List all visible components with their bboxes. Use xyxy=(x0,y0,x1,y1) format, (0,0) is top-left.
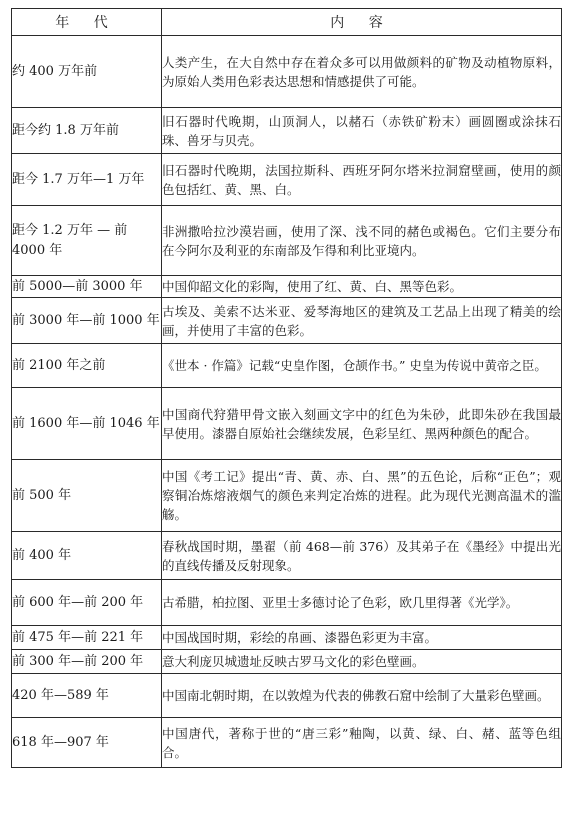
table-row xyxy=(12,298,562,344)
table-row xyxy=(12,206,562,276)
content-cell: 春秋战国时期，墨翟（前 468—前 376）及其弟子在《墨经》中提出光的直线传播及反射现象。 xyxy=(162,532,562,580)
header-content: 内 容 xyxy=(162,9,562,36)
era-cell: 约 400 万年前 xyxy=(12,36,162,108)
table-row xyxy=(12,108,562,154)
content-cell: 中国南北朝时期，在以敦煌为代表的佛教石窟中绘制了大量彩色壁画。 xyxy=(162,674,562,718)
era-cell: 距今 1.2 万年 — 前 4000 年 xyxy=(12,206,162,276)
content-cell: 旧石器时代晚期，法国拉斯科、西班牙阿尔塔米拉洞窟壁画，使用的颜色包括红、黄、黑、白。 xyxy=(162,154,562,206)
header-row xyxy=(12,9,562,36)
era-cell: 前 400 年 xyxy=(12,532,162,580)
table-row xyxy=(12,580,562,626)
table-row xyxy=(12,718,562,768)
content-cell: 中国战国时期，彩绘的帛画、漆器色彩更为丰富。 xyxy=(162,626,562,650)
era-cell: 618 年—907 年 xyxy=(12,718,162,768)
content-cell: 意大利庞贝城遗址反映古罗马文化的彩色壁画。 xyxy=(162,650,562,674)
table-row xyxy=(12,276,562,298)
era-cell: 距今约 1.8 万年前 xyxy=(12,108,162,154)
header-era: 年 代 xyxy=(12,9,162,36)
content-cell: 人类产生，在大自然中存在着众多可以用做颜料的矿物及动植物原料，为原始人类用色彩表达思想和情感提供了可能。 xyxy=(162,36,562,108)
era-cell: 前 1600 年—前 1046 年 xyxy=(12,388,162,460)
table-row xyxy=(12,344,562,388)
content-cell: 中国唐代，著称于世的“唐三彩”釉陶，以黄、绿、白、赭、蓝等色组合。 xyxy=(162,718,562,768)
table-row xyxy=(12,532,562,580)
content-cell: 《世本 · 作篇》记载“史皇作图，仓颉作书。” 史皇为传说中黄帝之臣。 xyxy=(162,344,562,388)
table-row xyxy=(12,460,562,532)
era-cell: 前 3000 年—前 1000 年 xyxy=(12,298,162,344)
table-row xyxy=(12,650,562,674)
table-row xyxy=(12,36,562,108)
era-cell: 前 2100 年之前 xyxy=(12,344,162,388)
table-row xyxy=(12,674,562,718)
table-row xyxy=(12,154,562,206)
content-cell: 古希腊，柏拉图、亚里士多德讨论了色彩，欧几里得著《光学》。 xyxy=(162,580,562,626)
content-cell: 中国《考工记》提出“青、黄、赤、白、黑”的五色论，后称“正色”；观察铜冶炼熔液烟气的颜色来判定冶炼的进程。此为现代光测高温术的滥觞。 xyxy=(162,460,562,532)
table-row xyxy=(12,388,562,460)
content-cell: 古埃及、美索不达米亚、爱琴海地区的建筑及工艺品上出现了精美的绘画，并使用了丰富的色彩。 xyxy=(162,298,562,344)
era-cell: 420 年—589 年 xyxy=(12,674,162,718)
era-cell: 距今 1.7 万年—1 万年 xyxy=(12,154,162,206)
era-cell: 前 600 年—前 200 年 xyxy=(12,580,162,626)
era-cell: 前 5000—前 3000 年 xyxy=(12,276,162,298)
content-cell: 旧石器时代晚期，山顶洞人，以赭石（赤铁矿粉末）画圆圈或涂抹石珠、兽牙与贝壳。 xyxy=(162,108,562,154)
content-cell: 中国商代狩猎甲骨文嵌入刻画文字中的红色为朱砂，此即朱砂在我国最早使用。漆器自原始社会继续发展，色彩呈红、黑两种颜色的配合。 xyxy=(162,388,562,460)
content-cell: 中国仰韶文化的彩陶，使用了红、黄、白、黑等色彩。 xyxy=(162,276,562,298)
era-cell: 前 300 年—前 200 年 xyxy=(12,650,162,674)
era-cell: 前 475 年—前 221 年 xyxy=(12,626,162,650)
table-row xyxy=(12,626,562,650)
content-cell: 非洲撒哈拉沙漠岩画，使用了深、浅不同的赭色或褐色。它们主要分布在今阿尔及利亚的东南部及乍得和利比亚境内。 xyxy=(162,206,562,276)
era-cell: 前 500 年 xyxy=(12,460,162,532)
chronology-table xyxy=(11,8,562,768)
